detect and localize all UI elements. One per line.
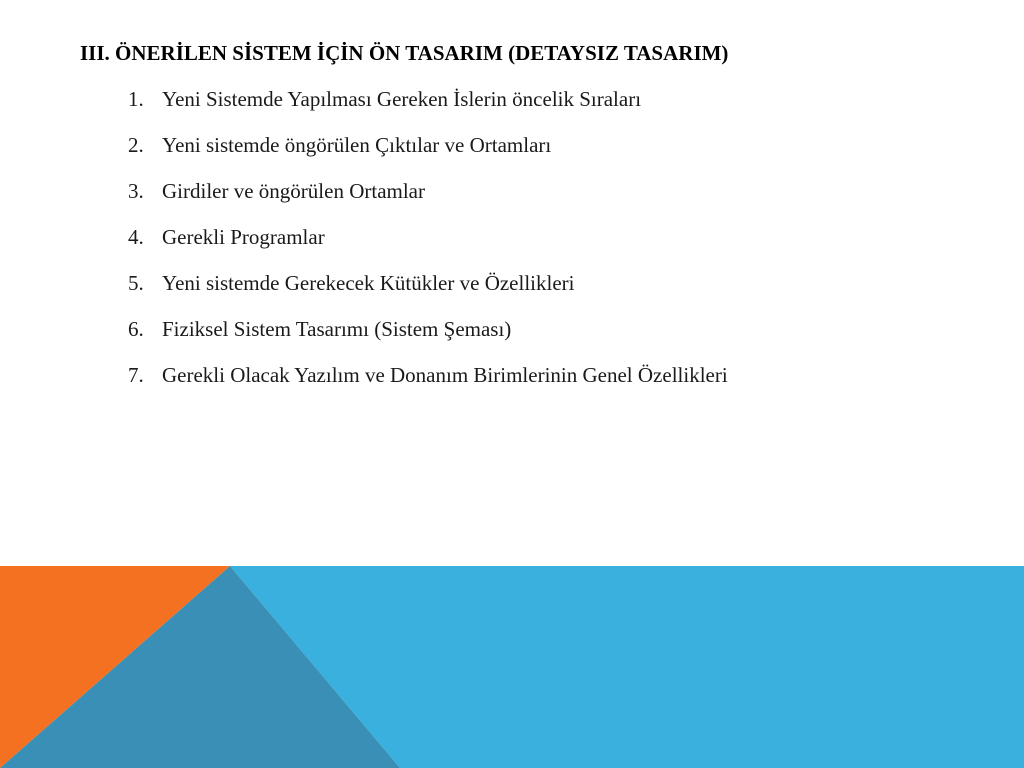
list-item-text: Girdiler ve öngörülen Ortamlar [162,179,425,203]
list-item-number: 4. [128,225,144,249]
list-item-text: Fiziksel Sistem Tasarımı (Sistem Şeması) [162,317,512,341]
list-item [128,128,728,174]
list-item-number: 3. [128,179,144,203]
list-item [128,312,728,358]
list-item [128,358,728,404]
list-item-number: 6. [128,317,144,341]
numbered-list [128,82,728,404]
list-item-number: 5. [128,271,144,295]
list-item [128,266,728,312]
list-item-text: Yeni Sistemde Yapılması Gereken İslerin öncelik Sıraları [162,87,642,111]
list-item-text: Yeni sistemde öngörülen Çıktılar ve Ortamları [162,133,552,157]
list-item [128,82,728,128]
list-item [128,174,728,220]
list-item-number: 1. [128,87,144,111]
list-item [128,220,728,266]
slide-title: III. ÖNERİLEN SİSTEM İÇİN ÖN TASARIM (DETAYSIZ TASARIM) [80,41,729,65]
list-item-number: 2. [128,133,144,157]
list-item-text: Gerekli Olacak Yazılım ve Donanım Birimlerinin Genel Özellikleri [162,363,728,387]
list-item-number: 7. [128,363,144,387]
list-item-text: Yeni sistemde Gerekecek Kütükler ve Özellikleri [162,271,575,295]
list-item-text: Gerekli Programlar [162,225,325,249]
